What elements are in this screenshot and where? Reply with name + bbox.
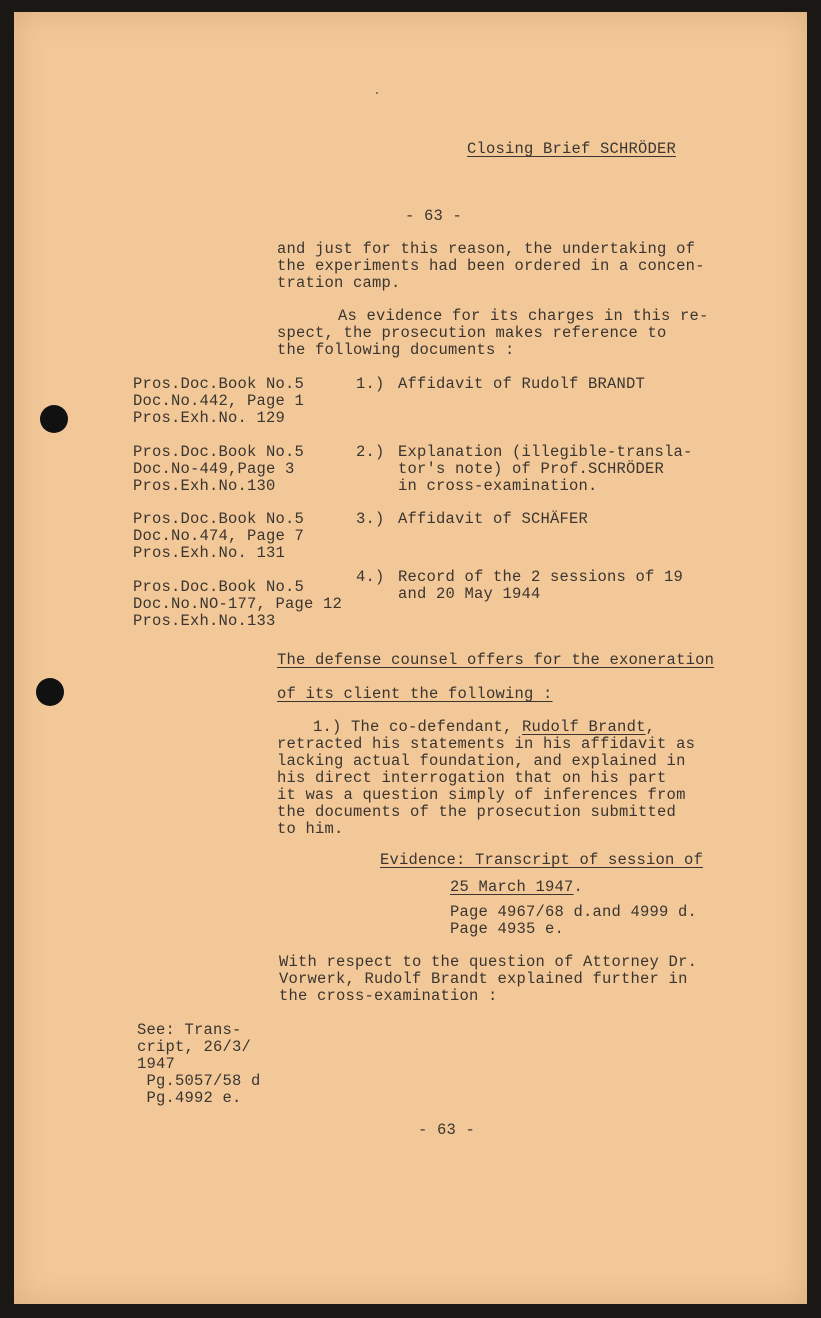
evidence-ref-date-suffix: . — [573, 878, 584, 896]
defendant-name: Rudolf Brandt — [522, 718, 646, 736]
doc-ref-line: Pros.Doc.Book No.5 — [133, 375, 305, 393]
evidence-ref-date — [450, 879, 583, 896]
question-line: the cross-examination : — [279, 987, 498, 1005]
defense-item-line: his direct interrogation that on his part — [277, 769, 667, 787]
evidence-intro-line: spect, the prosecution makes reference to — [277, 324, 667, 342]
margin-note-line: See: Trans- — [137, 1021, 242, 1039]
defense-item-first-line — [313, 719, 655, 736]
paper-speck — [376, 92, 378, 94]
page-number-bottom: - 63 - — [418, 1121, 476, 1139]
doc-ref-line: Doc.No.442, Page 1 — [133, 392, 305, 410]
margin-note-line: Pg.5057/58 d — [137, 1072, 261, 1090]
defense-item-line: retracted his statements in his affidavit as — [277, 735, 696, 753]
evidence-intro-line: the following documents : — [277, 341, 515, 359]
margin-note-line: cript, 26/3/ — [137, 1038, 252, 1056]
doc-number: 2.) — [356, 443, 385, 461]
doc-desc-line: Explanation (illegible-transla- — [398, 443, 693, 461]
doc-ref-line: Pros.Exh.No. 131 — [133, 544, 286, 562]
defense-item-prefix: 1.) The co-defendant, — [313, 718, 523, 736]
doc-desc-line: and 20 May 1944 — [398, 585, 541, 603]
defense-item-line: it was a question simply of inferences from — [277, 786, 686, 804]
evidence-page-line: Page 4967/68 d.and 4999 d. — [450, 903, 698, 921]
margin-note-line: Pg.4992 e. — [137, 1089, 242, 1107]
evidence-page-line: Page 4935 e. — [450, 920, 565, 938]
doc-ref-line: Pros.Exh.No.133 — [133, 612, 276, 630]
question-line: With respect to the question of Attorney Dr. — [279, 953, 698, 971]
doc-ref-line: Doc.No.474, Page 7 — [133, 527, 305, 545]
defense-item-line: lacking actual foundation, and explained in — [277, 752, 686, 770]
doc-ref-line: Pros.Exh.No. 129 — [133, 409, 286, 427]
doc-ref-line: Pros.Doc.Book No.5 — [133, 443, 305, 461]
doc-desc-line: Affidavit of Rudolf BRANDT — [398, 375, 646, 393]
intro-line: tration camp. — [277, 274, 401, 292]
defense-item-line: the documents of the prosecution submitted — [277, 803, 677, 821]
intro-line: the experiments had been ordered in a concen- — [277, 257, 705, 275]
evidence-ref-line: Evidence: Transcript of session of — [380, 851, 704, 869]
punch-hole-bottom — [36, 678, 64, 706]
doc-number: 4.) — [356, 568, 385, 586]
doc-desc-line: tor's note) of Prof.SCHRÖDER — [398, 460, 665, 478]
doc-ref-line: Pros.Exh.No.130 — [133, 477, 276, 495]
defense-item-line: to him. — [277, 820, 344, 838]
evidence-ref-date-text: 25 March 1947 — [450, 878, 574, 896]
doc-desc-line: Affidavit of SCHÄFER — [398, 510, 589, 528]
defense-heading-line: of its client the following : — [277, 685, 553, 703]
doc-number: 1.) — [356, 375, 385, 393]
punch-hole-top — [40, 405, 68, 433]
doc-ref-line: Pros.Doc.Book No.5 — [133, 578, 305, 596]
document-title: Closing Brief SCHRÖDER — [467, 140, 677, 158]
doc-desc-line: Record of the 2 sessions of 19 — [398, 568, 684, 586]
defense-heading-line: The defense counsel offers for the exoneration — [277, 651, 715, 669]
evidence-intro-line: As evidence for its charges in this re- — [338, 307, 709, 325]
intro-line: and just for this reason, the undertaking of — [277, 240, 696, 258]
defense-item-suffix: , — [645, 718, 656, 736]
doc-ref-line: Pros.Doc.Book No.5 — [133, 510, 305, 528]
doc-ref-line: Doc.No-449,Page 3 — [133, 460, 295, 478]
doc-number: 3.) — [356, 510, 385, 528]
doc-desc-line: in cross-examination. — [398, 477, 598, 495]
page-number-top: - 63 - — [405, 207, 463, 225]
doc-ref-line: Doc.No.NO-177, Page 12 — [133, 595, 343, 613]
question-line: Vorwerk, Rudolf Brandt explained further in — [279, 970, 688, 988]
margin-note-line: 1947 — [137, 1055, 176, 1073]
